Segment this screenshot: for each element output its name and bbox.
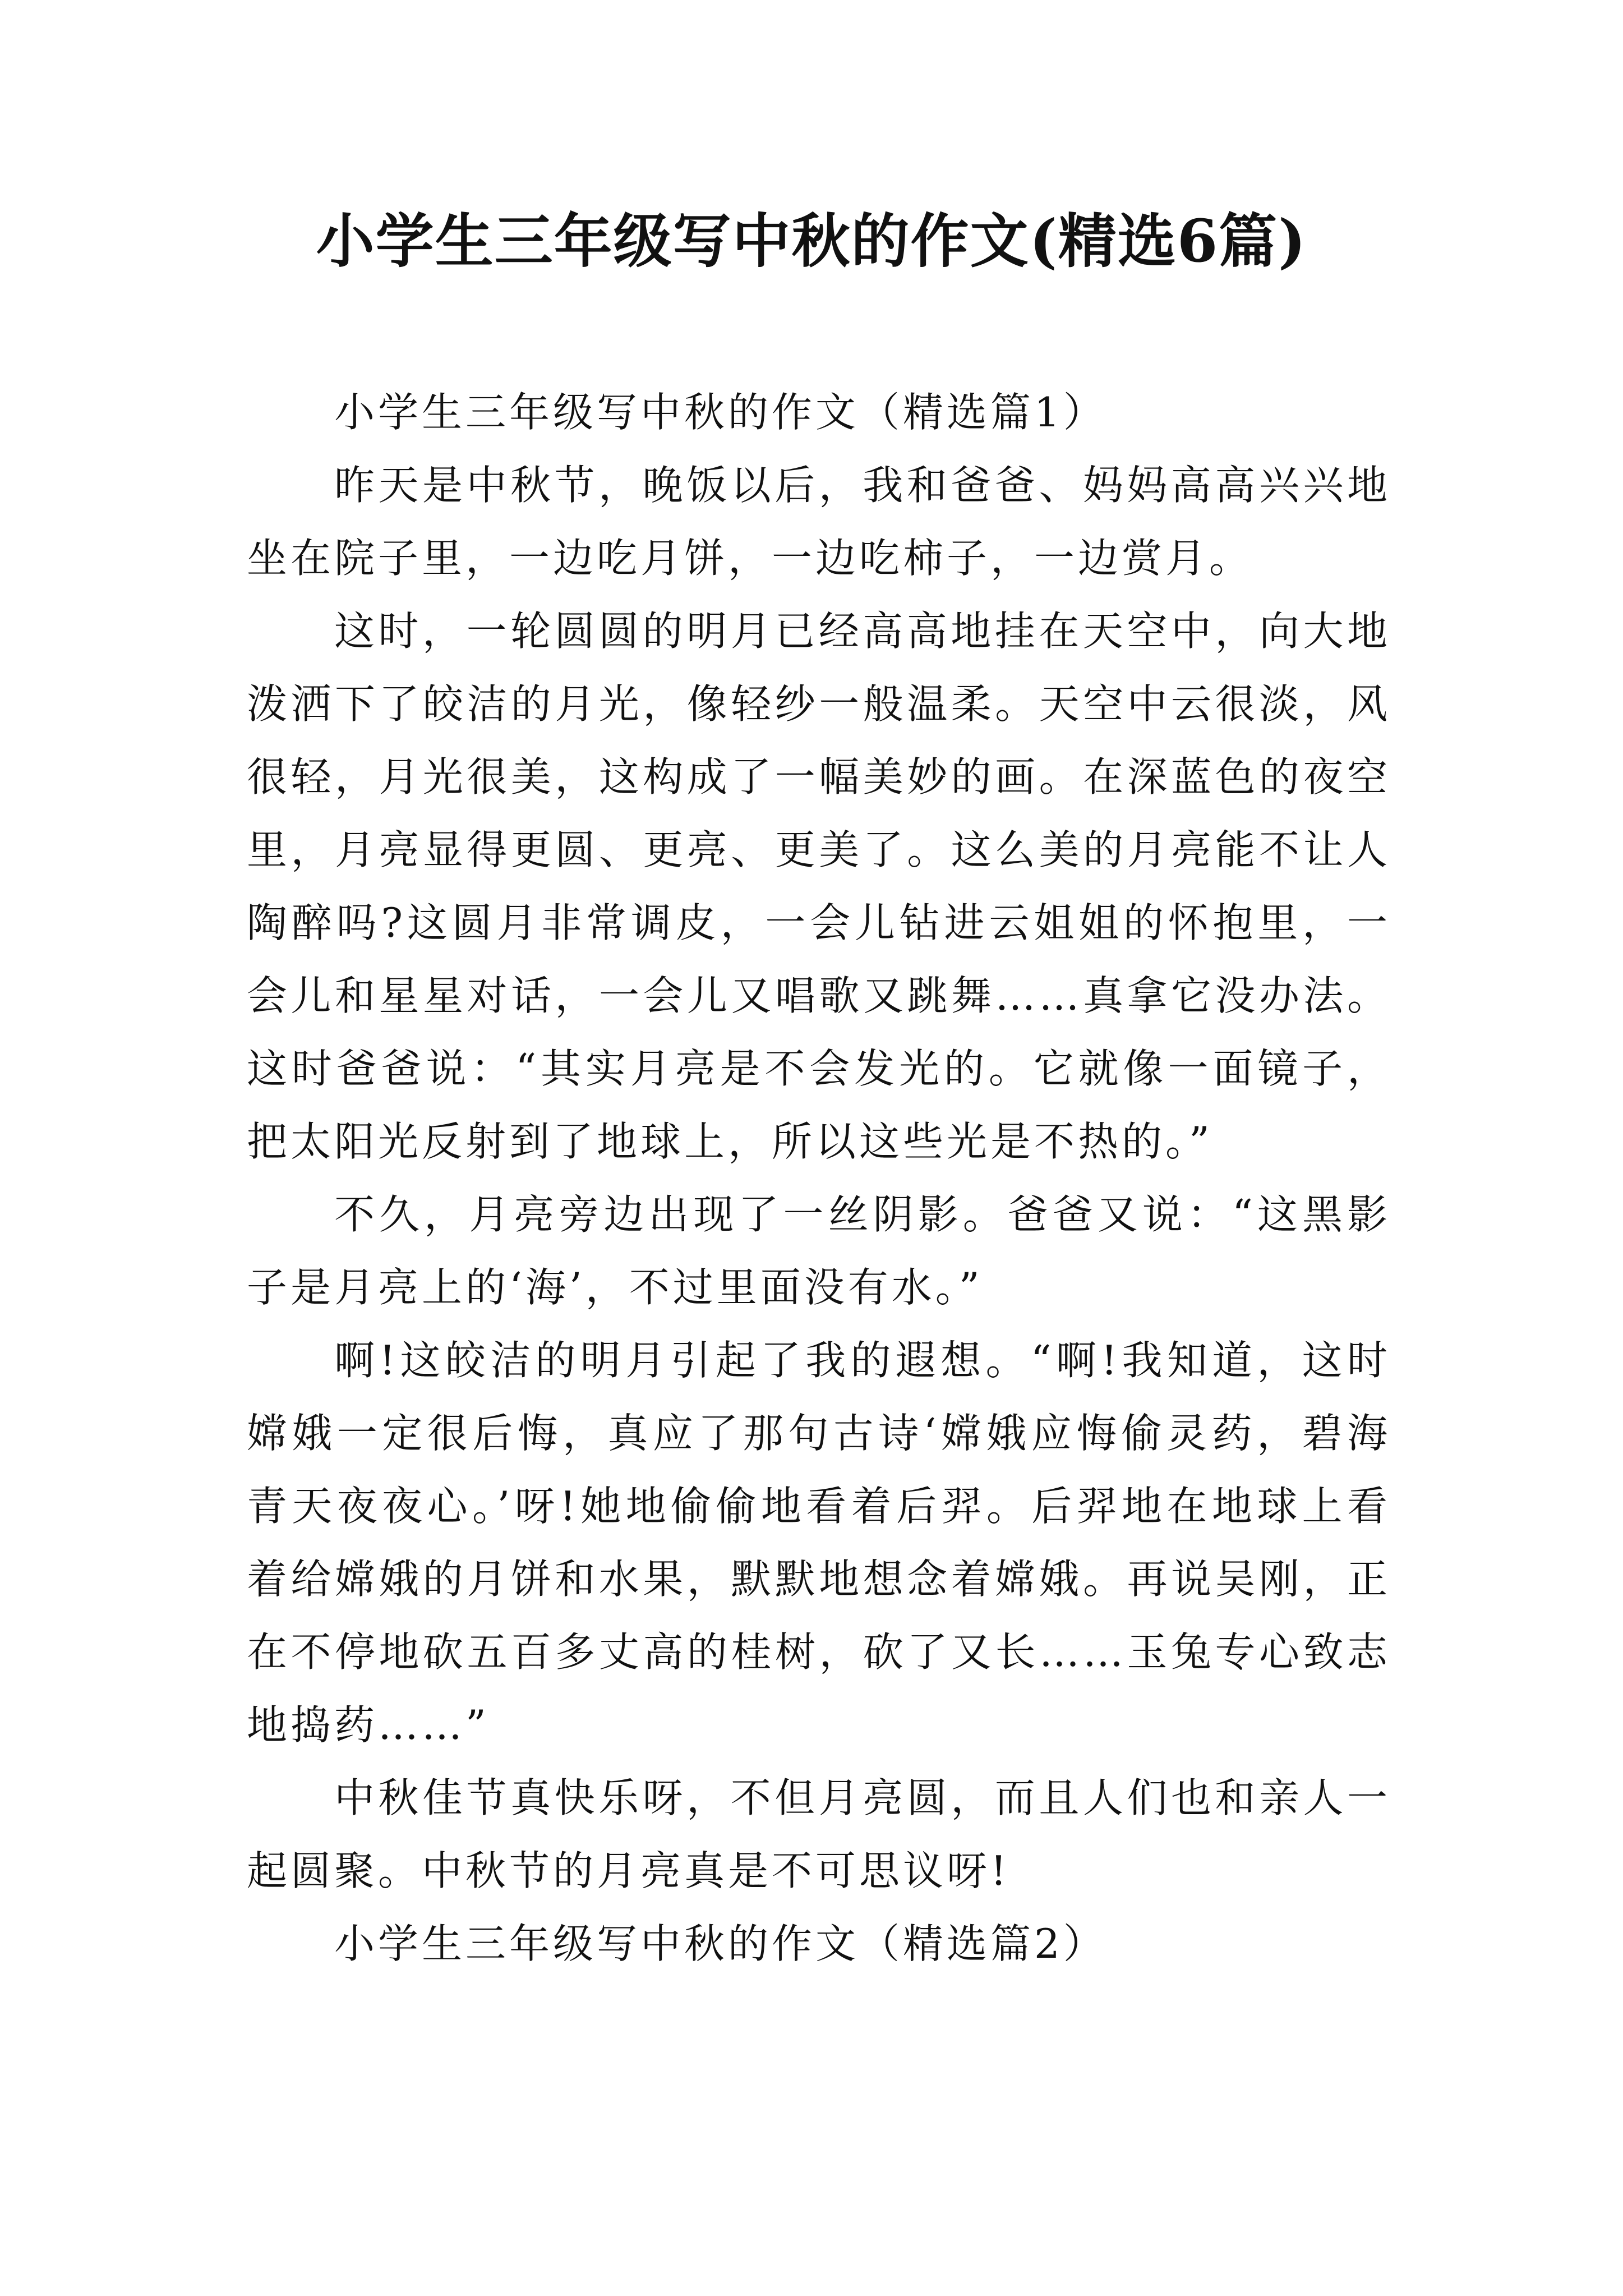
section-heading: 小学生三年级写中秋的作文（精选篇2） [334, 1920, 1107, 1967]
document-title: 小学生三年级写中秋的作文(精选6篇) [316, 206, 1307, 275]
paragraph: 啊!这皎洁的明月引起了我的遐想。“啊!我知道，这时嫦娥一定很后悔，真应了那句古诗‘嫦娥应悔偷灵药，碧海青天夜夜心。’呀!她地偷偷地看着后羿。后羿地在地球上看着给嫦娥的月饼和水果，默默地想念着嫦娥。再说吴刚，正在不停地砍五百多丈高的桂树，砍了又长……玉兔专心致志地捣药……” [247, 1337, 1391, 1749]
document-body [247, 376, 1391, 1980]
paragraph: 不久，月亮旁边出现了一丝阴影。爸爸又说：“这黑影子是月亮上的‘海’，不过里面没有水。” [247, 1191, 1391, 1311]
section-heading: 小学生三年级写中秋的作文（精选篇1） [334, 389, 1107, 436]
paragraph: 这时，一轮圆圆的明月已经高高地挂在天空中，向大地泼洒下了皎洁的月光，像轻纱一般温柔。天空中云很淡，风很轻，月光很美，这构成了一幅美妙的画。在深蓝色的夜空里，月亮显得更圆、更亮、更美了。这么美的月亮能不让人陶醉吗?这圆月非常调皮，一会儿钻进云姐姐的怀抱里，一会儿和星星对话，一会儿又唱歌又跳舞……真拿它没办法。这时爸爸说：“其实月亮是不会发光的。它就像一面镜子，把太阳光反射到了地球上，所以这些光是不热的。” [247, 608, 1391, 1165]
paragraph: 昨天是中秋节，晚饭以后，我和爸爸、妈妈高高兴兴地坐在院子里，一边吃月饼，一边吃柿子，一边赏月。 [247, 462, 1391, 582]
paragraph: 中秋佳节真快乐呀，不但月亮圆，而且人们也和亲人一起圆聚。中秋节的月亮真是不可思议呀! [247, 1774, 1391, 1894]
